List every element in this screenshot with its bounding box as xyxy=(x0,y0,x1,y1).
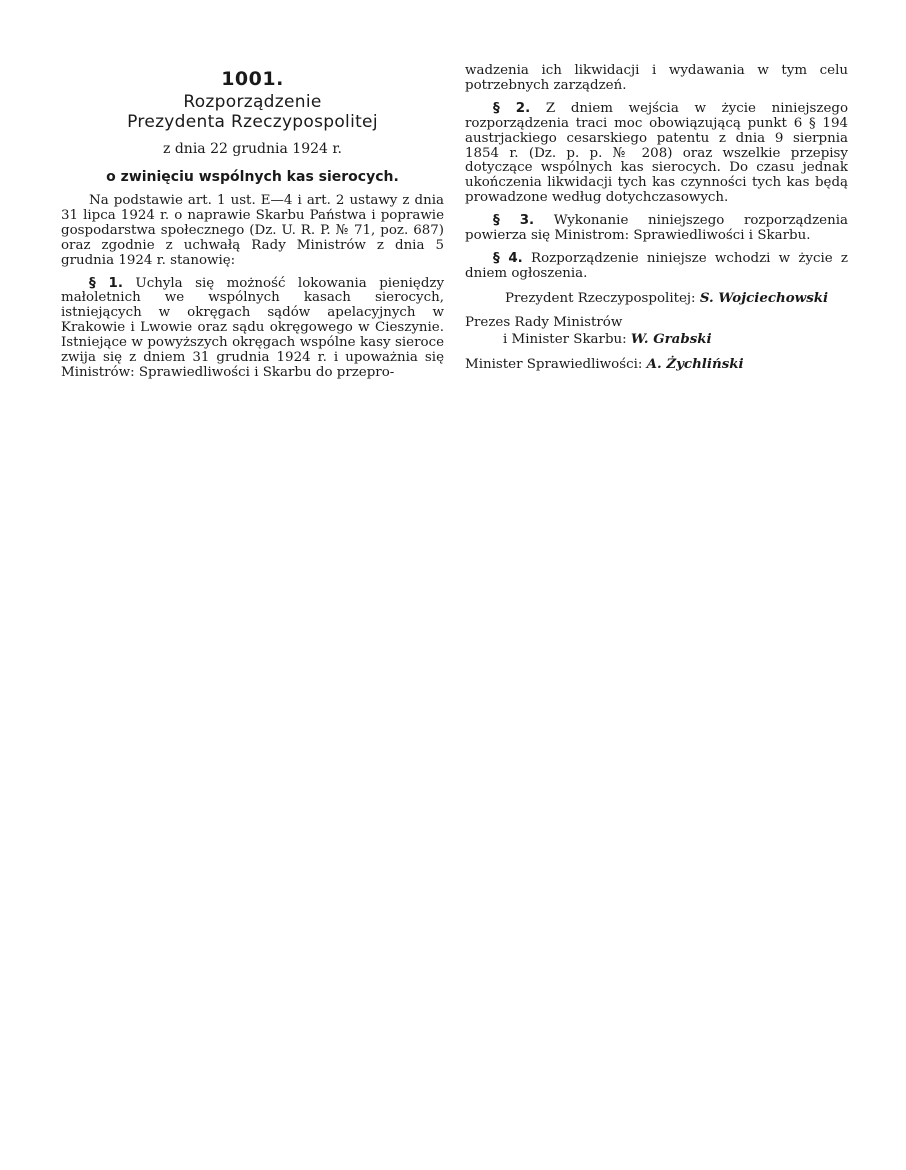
pm-title-line-1: Prezes Rady Ministrów xyxy=(465,314,623,330)
justice-title: Minister Sprawiedliwości: xyxy=(465,356,643,372)
section-4 xyxy=(465,252,848,282)
section-2-label: § 2. xyxy=(493,100,531,116)
section-2 xyxy=(465,102,848,206)
section-4-text: Rozporządzenie niniejsze wchodzi w życie z dniem ogłoszenia. xyxy=(465,250,848,281)
act-title-line-2: Prezydenta Rzeczypospolitej xyxy=(127,112,378,132)
act-number: 1001. xyxy=(221,68,284,90)
signature-prime-minister xyxy=(465,315,848,348)
section-2-text: Z dniem wejścia w życie niniejszego rozporządzenia traci moc obowiązującą punkt 6 § 194 austrjackiego cesarskiego patentu z dnia 9 sierpnia 1854 r. (Dz. p. p. № 208) oraz wszelkie przepisy dotyczące wspólnych kas sierocych. Do czasu jednak ukończenia likwidacji tych kas czynności tych kas będą prowadzone według dotychczasowych. xyxy=(465,100,848,206)
section-3 xyxy=(465,214,848,244)
president-name: S. Wojciechowski xyxy=(699,289,829,306)
pm-title-line-2: i Minister Skarbu: xyxy=(503,331,627,347)
act-date: z dnia 22 grudnia 1924 r. xyxy=(163,141,342,157)
section-1-label: § 1. xyxy=(89,275,123,291)
pm-name: W. Grabski xyxy=(630,330,712,347)
preamble: Na podstawie art. 1 ust. E—4 i art. 2 ustawy z dnia 31 lipca 1924 r. o naprawie Skarbu Państwa i poprawie gospodarstwa społecznego (Dz. U. R. P. № 71, poz. 687) oraz zgodnie z uchwałą Rady Ministrów z dnia 5 grudnia 1924 r. stanowię: xyxy=(61,193,444,268)
section-1 xyxy=(61,277,444,381)
section-4-label: § 4. xyxy=(493,250,523,266)
section-3-label: § 3. xyxy=(493,213,535,229)
justice-name: A. Żychliński xyxy=(646,355,744,372)
section-1-continued: wadzenia ich likwidacji i wydawania w tym celu potrzebnych zarządzeń. xyxy=(465,63,848,93)
president-title: Prezydent Rzeczypospolitej: xyxy=(505,290,696,306)
section-1-text: Uchyla się możność lokowania pieniędzy małoletnich we wspólnych kasach sierocych, istniejących w okręgach sądów apelacyjnych w Krakowie i Lwowie oraz sądu okręgowego w Cieszynie. Istniejące w powyższych okręgach wspólne kasy sieroce zwija się z dniem 31 grudnia 1924 r. i upoważnia się Ministrów: Sprawiedliwości i Skarbu do przepro- xyxy=(61,275,445,380)
left-column xyxy=(61,64,444,381)
right-column xyxy=(465,64,848,373)
signature-president xyxy=(465,290,848,307)
act-subject: o zwinięciu wspólnych kas sierocych. xyxy=(106,169,399,185)
signature-justice-minister xyxy=(465,356,848,373)
section-3-text: Wykonanie niniejszego rozporządzenia powierza się Ministrom: Sprawiedliwości i Skarbu. xyxy=(465,213,848,244)
act-title-line-1: Rozporządzenie xyxy=(183,92,322,112)
